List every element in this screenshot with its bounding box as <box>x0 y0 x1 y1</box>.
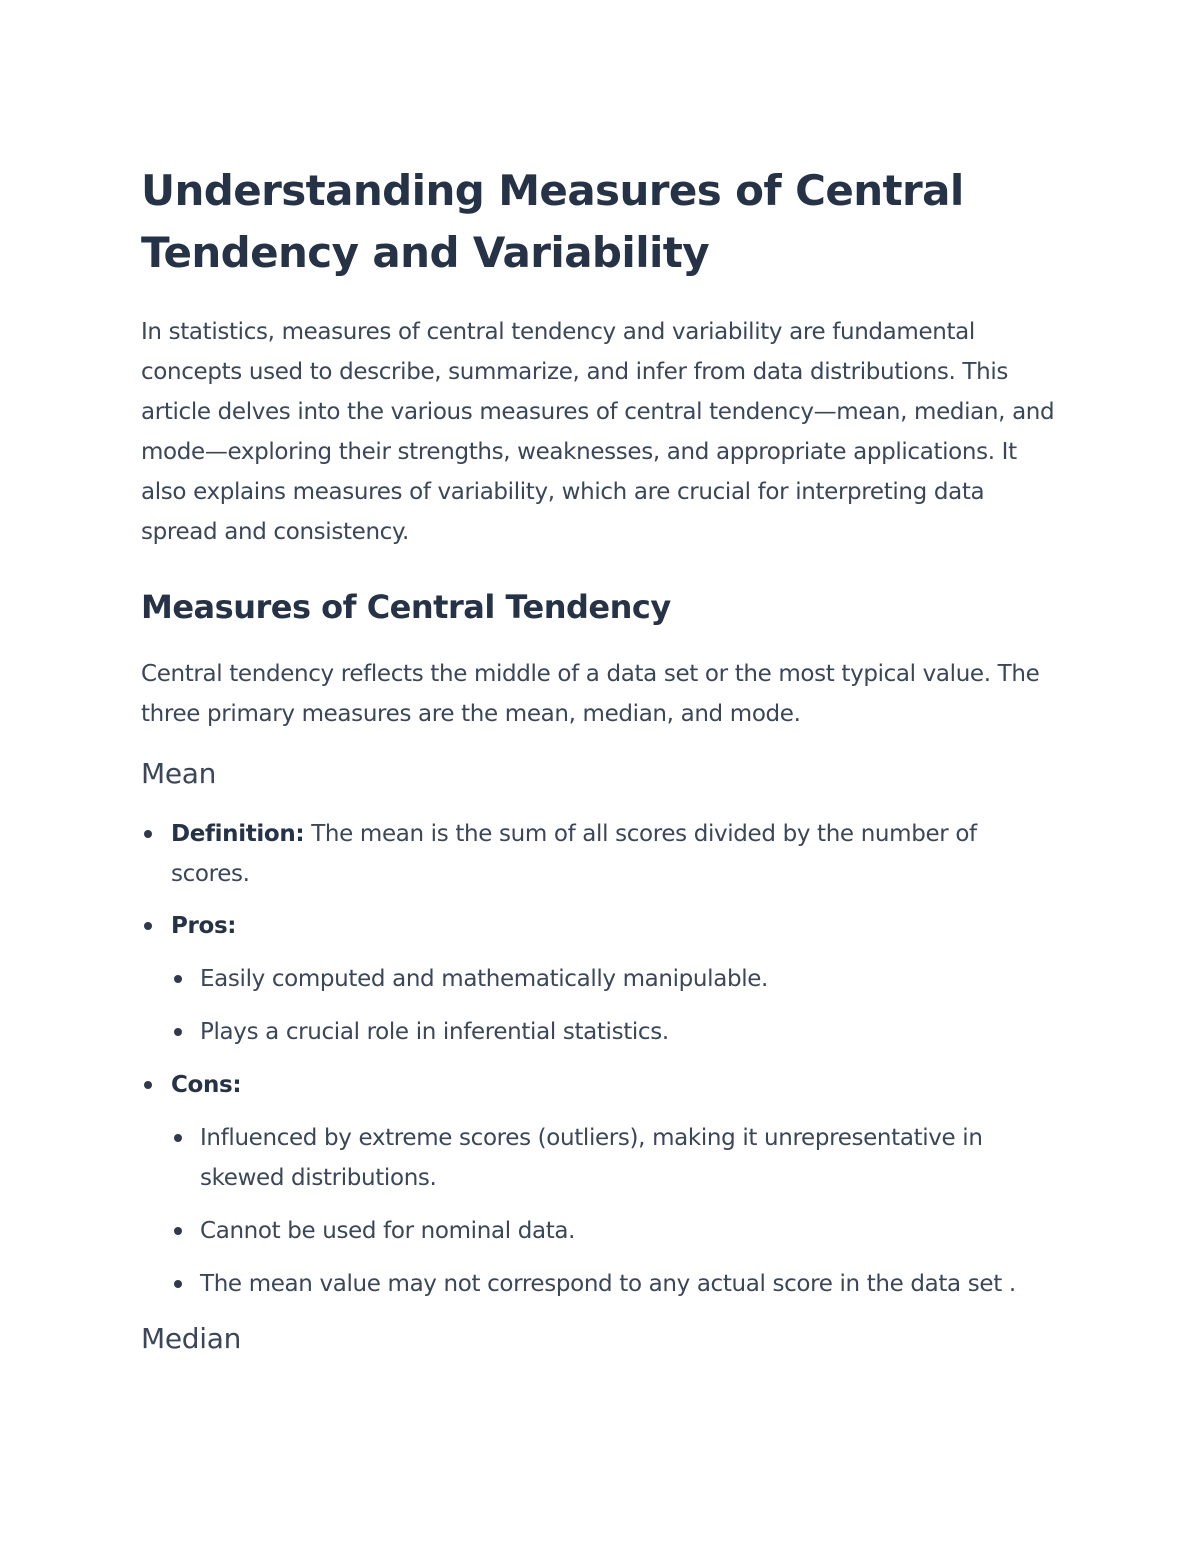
list-item-definition <box>141 814 1061 894</box>
con-item-text: The mean value may not correspond to any actual score in the data set . <box>200 1271 1016 1297</box>
mean-list <box>141 814 1061 1304</box>
list-item-cons <box>141 1065 1061 1304</box>
con-item-text: Influenced by extreme scores (outliers), making it unrepresentative in skewed distributions. <box>200 1125 983 1191</box>
bullet-icon <box>144 922 152 930</box>
bullet-icon <box>144 830 152 838</box>
bullet-icon <box>174 975 182 983</box>
bullet-icon <box>174 1134 182 1142</box>
list-item <box>171 1012 1061 1052</box>
bullet-icon <box>174 1280 182 1288</box>
list-item <box>171 1211 1061 1251</box>
bullet-icon <box>144 1081 152 1089</box>
list-item <box>171 1118 1061 1198</box>
document-page <box>141 160 1061 1361</box>
list-item <box>171 1264 1061 1304</box>
pros-label: Pros: <box>171 913 237 939</box>
bullet-icon <box>174 1028 182 1036</box>
cons-list <box>171 1118 1061 1304</box>
intro-paragraph: In statistics, measures of central tendency and variability are fundamental concepts used to describe, summarize, and infer from data distributions. This article delves into the various measures of central tendency—mean, median, and mode—exploring their strengths, weaknesses, and appropriate applications. It also explains measures of variability, which are crucial for interpreting data spread and consistency. <box>141 319 1055 545</box>
con-item-text: Cannot be used for nominal data. <box>200 1218 576 1244</box>
list-item-pros <box>141 906 1061 1052</box>
cons-label: Cons: <box>171 1072 242 1098</box>
central-tendency-heading: Measures of Central Tendency <box>141 588 671 626</box>
definition-label: Definition: <box>171 821 305 847</box>
mean-heading: Mean <box>141 757 217 790</box>
pros-list <box>171 959 1061 1052</box>
median-heading: Median <box>141 1322 242 1355</box>
document-title: Understanding Measures of Central Tendency and Variability <box>141 166 964 277</box>
pro-item-text: Easily computed and mathematically manipulable. <box>200 966 768 992</box>
central-tendency-paragraph: Central tendency reflects the middle of a data set or the most typical value. The three primary measures are the mean, median, and mode. <box>141 661 1040 727</box>
pro-item-text: Plays a crucial role in inferential statistics. <box>200 1019 669 1045</box>
definition-text: The mean is the sum of all scores divided by the number of scores. <box>171 821 977 887</box>
list-item <box>171 959 1061 999</box>
bullet-icon <box>174 1227 182 1235</box>
